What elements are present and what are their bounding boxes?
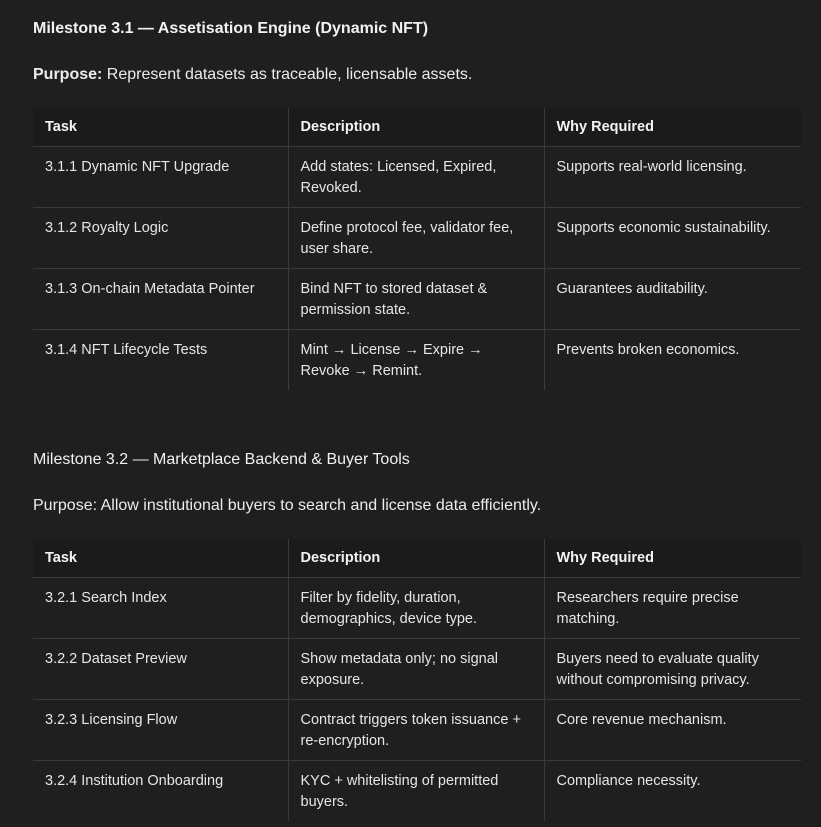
description-cell: Filter by fidelity, duration, demographics, device type.	[288, 578, 544, 639]
description-cell: Add states: Licensed, Expired, Revoked.	[288, 147, 544, 208]
why-cell: Prevents broken economics.	[556, 342, 740, 358]
why-cell: Supports economic sustainability.	[556, 220, 771, 236]
why-cell: Researchers require precise matching.	[556, 590, 739, 627]
column-header-why-required: Why Required	[544, 539, 801, 578]
column-header-description: Description	[288, 539, 544, 578]
description-cell: Bind NFT to stored dataset & permission state.	[288, 269, 544, 330]
why-cell: Guarantees auditability.	[556, 281, 708, 297]
milestone-3-1-purpose	[33, 66, 472, 84]
why-cell: Compliance necessity.	[556, 773, 701, 789]
table-row	[33, 269, 801, 330]
milestone-3-2-title: Milestone 3.2 — Marketplace Backend & Buyer Tools	[33, 451, 410, 468]
description-cell: KYC + whitelisting of permitted buyers.	[288, 761, 544, 822]
table-row	[33, 208, 801, 269]
table-row	[33, 639, 801, 700]
table-row	[33, 761, 801, 822]
table-row	[33, 578, 801, 639]
description-cell: Define protocol fee, validator fee, user share.	[288, 208, 544, 269]
task-cell: 3.1.3 On-chain Metadata Pointer	[33, 269, 288, 330]
table-header-row	[33, 108, 801, 147]
milestone-3-1-title: Milestone 3.1 — Assetisation Engine (Dynamic NFT)	[33, 20, 429, 37]
purpose-label: Purpose:	[33, 497, 98, 514]
purpose-label: Purpose:	[33, 66, 103, 83]
why-cell: Supports real-world licensing.	[556, 159, 747, 175]
column-header-description: Description	[288, 108, 544, 147]
purpose-text: Allow institutional buyers to search and license data efficiently.	[97, 497, 542, 514]
task-cell: 3.1.2 Royalty Logic	[33, 208, 288, 269]
table-row	[33, 330, 801, 391]
task-cell: 3.2.4 Institution Onboarding	[33, 761, 288, 822]
table-row	[33, 147, 801, 208]
purpose-text: Represent datasets as traceable, licensable assets.	[102, 66, 473, 83]
table-row	[33, 700, 801, 761]
column-header-task: Task	[33, 539, 288, 578]
column-header-why-required: Why Required	[544, 108, 801, 147]
description-cell: Mint → License → Expire → Revoke → Remint.	[288, 330, 544, 391]
description-cell: Contract triggers token issuance + re-encryption.	[288, 700, 544, 761]
task-cell: 3.2.1 Search Index	[33, 578, 288, 639]
description-cell: Show metadata only; no signal exposure.	[288, 639, 544, 700]
milestone-3-2-purpose	[33, 497, 541, 515]
milestone-3-2-table	[33, 539, 801, 821]
task-cell: 3.2.3 Licensing Flow	[33, 700, 288, 761]
table-header-row	[33, 539, 801, 578]
task-cell: 3.1.4 NFT Lifecycle Tests	[33, 330, 288, 391]
why-cell: Buyers need to evaluate quality without compromising privacy.	[556, 651, 759, 688]
task-cell: 3.2.2 Dataset Preview	[33, 639, 288, 700]
task-cell: 3.1.1 Dynamic NFT Upgrade	[33, 147, 288, 208]
milestone-3-1-table	[33, 108, 801, 390]
why-cell: Core revenue mechanism.	[556, 712, 727, 728]
column-header-task: Task	[33, 108, 288, 147]
